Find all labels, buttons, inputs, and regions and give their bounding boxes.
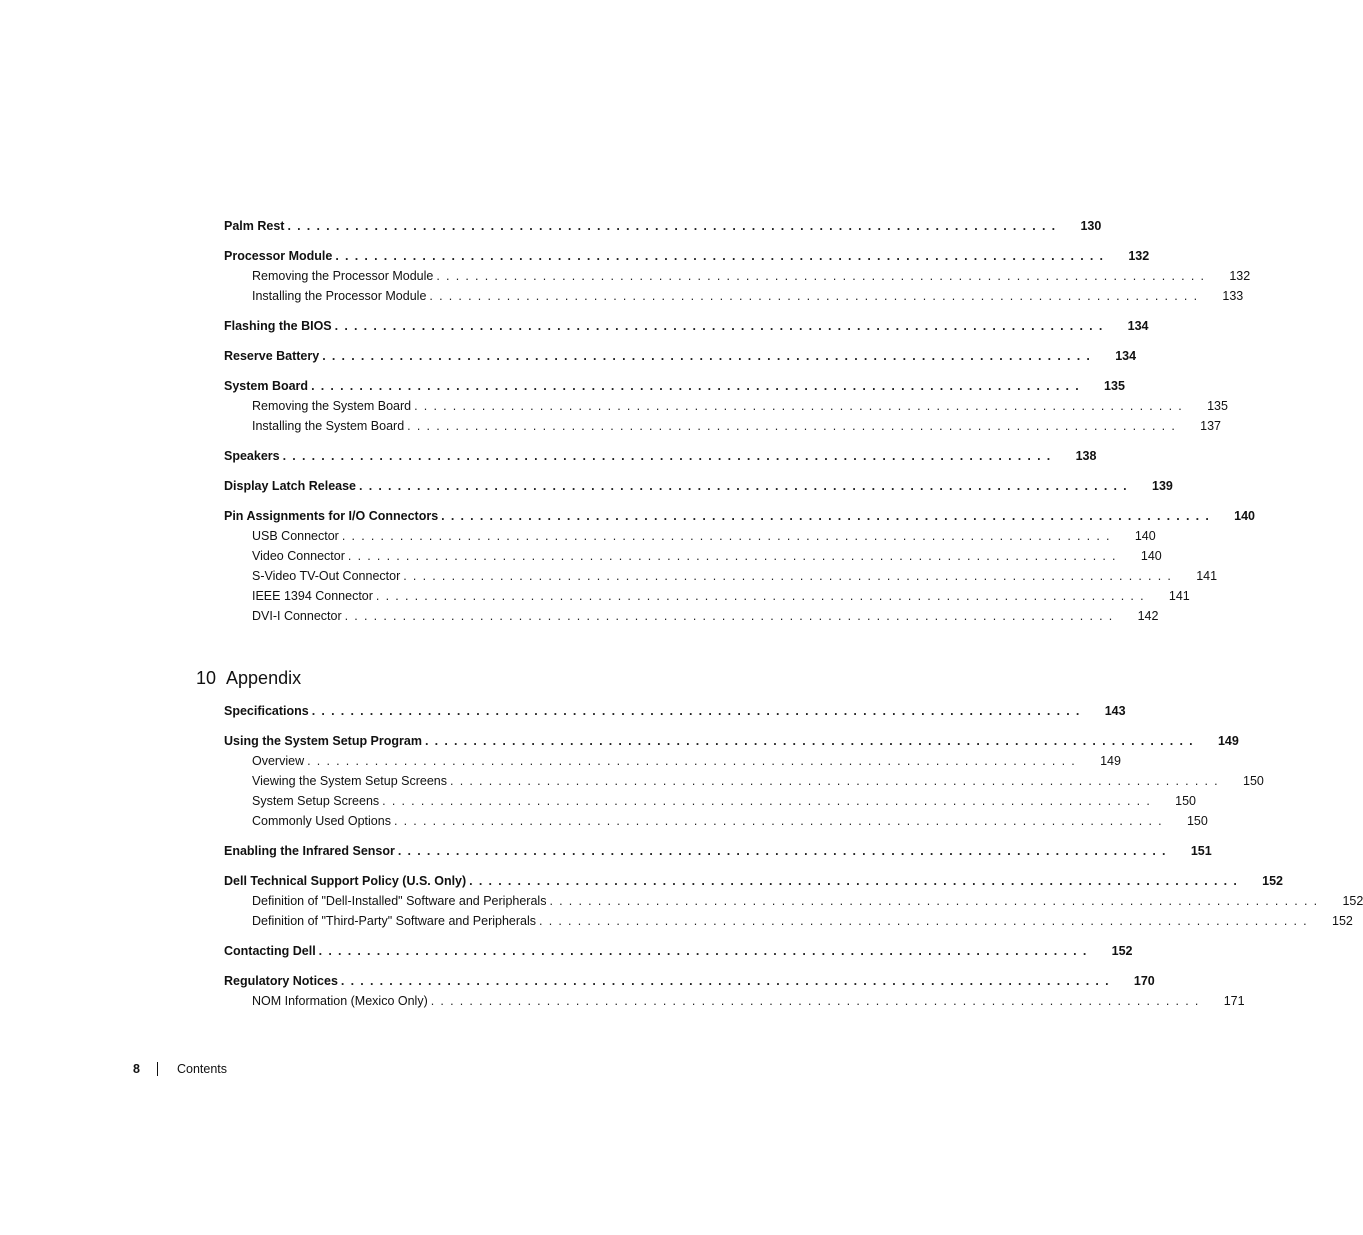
toc-entry-page: 150 [1186,814,1208,828]
toc-subentry [224,399,1228,419]
dot-leader: ................................................................................ [397,844,1172,858]
dot-leader: ................................................................................ [340,974,1115,988]
toc-entry-title: Installing the Processor Module [252,289,429,303]
footer-section: Contents [177,1062,228,1076]
footer-divider [157,1062,158,1076]
toc-entry-page: 152 [1342,894,1363,908]
dot-leader: ................................................................................ [318,944,1093,958]
toc-entry-title: Specifications [224,704,312,718]
toc-entry [224,379,1125,399]
toc-subentry [224,419,1222,439]
dot-leader: ................................................................................ [393,814,1168,828]
dot-leader: ................................................................................ [539,914,1313,928]
toc-entry-page: 140 [1134,529,1156,543]
toc-subentry [224,569,1218,589]
toc-entry [224,509,1255,529]
toc-subentry [224,609,1159,629]
dot-leader: ................................................................................ [430,994,1205,1008]
toc-entry [224,974,1155,994]
chapter-title: Appendix [226,668,302,688]
toc-entry-title: Enabling the Infrared Sensor [224,844,398,858]
dot-leader: ................................................................................ [334,319,1109,333]
toc-entry-title: Reserve Battery [224,349,322,363]
dot-leader: ................................................................................ [436,269,1211,283]
toc-entry-page: 138 [1075,449,1097,463]
dot-leader: ................................................................................ [282,449,1057,463]
toc-subentry [224,894,1363,914]
toc-entry-title: Installing the System Board [252,419,407,433]
toc-entry-title: Video Connector [252,549,348,563]
dot-leader: ................................................................................ [403,569,1178,583]
toc-entry-title: Regulatory Notices [224,974,341,988]
toc-entry-page: 152 [1262,874,1284,888]
toc-entry-page: 135 [1207,399,1228,413]
toc-entry-title: Using the System Setup Program [224,734,425,748]
toc-subentry [224,529,1156,549]
toc-entry-page: 152 [1332,914,1353,928]
toc-entry-title: Processor Module [224,249,335,263]
dot-leader: ................................................................................ [407,419,1182,433]
toc-entry-title: Removing the Processor Module [252,269,436,283]
dot-leader: ................................................................................ [441,509,1215,523]
toc-entry-title: DVI-I Connector [252,609,345,623]
toc-entry-title: Contacting Dell [224,944,319,958]
toc-entry-title: Dell Technical Support Policy (U.S. Only) [224,874,469,888]
toc-entry-title: Pin Assignments for I/O Connectors [224,509,441,523]
toc-entry-title: Removing the System Board [252,399,414,413]
toc-entry-page: 151 [1190,844,1212,858]
dot-leader: ................................................................................ [429,289,1204,303]
dot-leader: ................................................................................ [322,349,1097,363]
dot-leader: ................................................................................ [344,609,1119,623]
toc-entry-page: 137 [1200,419,1222,433]
toc-entry-title: Speakers [224,449,283,463]
toc-subentry [224,774,1264,794]
toc-entry-title: Viewing the System Setup Screens [252,774,450,788]
toc-entry [224,349,1137,369]
toc-subentry [224,549,1162,569]
toc-entry [224,844,1212,864]
toc-subentry [224,754,1121,774]
toc-entry-title: Definition of "Dell-Installed" Software and Peripherals [252,894,549,908]
dot-leader: ................................................................................ [414,399,1188,413]
toc-entry [224,704,1126,724]
toc-entry-page: 133 [1222,289,1244,303]
toc-subentry [224,289,1244,309]
dot-leader: ................................................................................ [335,249,1110,263]
dot-leader: ................................................................................ [469,874,1244,888]
toc-entry [224,944,1133,964]
dot-leader: ................................................................................ [287,219,1062,233]
toc-entry-page: 132 [1128,249,1150,263]
toc-entry [224,449,1097,469]
toc-entry [224,319,1149,339]
toc-subentry [224,994,1245,1014]
toc-entry-title: System Board [224,379,311,393]
toc-entry-page: 135 [1104,379,1125,393]
dot-leader: ................................................................................ [359,479,1133,493]
toc-subentry [224,269,1251,289]
toc-entry [224,249,1150,269]
page-number: 8 [133,1062,140,1076]
toc-list-part2 [224,704,1363,1014]
dot-leader: ................................................................................ [307,754,1081,768]
toc-entry-title: Flashing the BIOS [224,319,335,333]
toc-entry-title: NOM Information (Mexico Only) [252,994,431,1008]
dot-leader: ................................................................................ [382,794,1156,808]
dot-leader: ................................................................................ [311,379,1085,393]
toc-entry-page: 150 [1243,774,1264,788]
toc-entry-page: 134 [1127,319,1149,333]
toc-entry-page: 140 [1140,549,1162,563]
toc-entry-page: 143 [1104,704,1126,718]
toc-entry-page: 150 [1175,794,1196,808]
toc-entry-page: 139 [1152,479,1173,493]
dot-leader: ................................................................................ [450,774,1224,788]
toc-subentry [224,589,1190,609]
toc-entry-title: S-Video TV-Out Connector [252,569,403,583]
chapter-number: 10 [196,668,217,688]
toc-entry-title: Palm Rest [224,219,287,233]
toc-list-part1 [224,219,1255,629]
toc-entry-page: 134 [1115,349,1137,363]
toc-entry-page: 132 [1229,269,1251,283]
toc-entry-title: Definition of "Third-Party" Software and Peripherals [252,914,539,928]
toc-entry-page: 141 [1168,589,1190,603]
toc-entry-page: 171 [1223,994,1245,1008]
dot-leader: ................................................................................ [347,549,1122,563]
toc-subentry [224,914,1353,934]
toc-entry-title: Overview [252,754,307,768]
toc-entry-title: IEEE 1394 Connector [252,589,376,603]
toc-entry-page: 141 [1196,569,1218,583]
toc-entry-page: 152 [1111,944,1133,958]
toc-entry-title: Commonly Used Options [252,814,394,828]
toc-subentry [224,794,1196,814]
dot-leader: ................................................................................ [341,529,1116,543]
dot-leader: ................................................................................ [375,589,1150,603]
toc-entry-page: 140 [1234,509,1255,523]
toc-entry-title: USB Connector [252,529,342,543]
dot-leader: ................................................................................ [311,704,1086,718]
page-footer [133,1062,227,1076]
toc-entry-page: 149 [1100,754,1121,768]
toc-entry-page: 170 [1133,974,1155,988]
toc-entry-page: 142 [1137,609,1159,623]
dot-leader: ................................................................................ [424,734,1199,748]
toc-entry-title: System Setup Screens [252,794,382,808]
chapter-heading [196,668,301,689]
toc-entry [224,874,1284,894]
toc-entry [224,734,1239,754]
toc-entry-page: 130 [1080,219,1102,233]
toc-entry [224,479,1173,499]
dot-leader: ................................................................................ [549,894,1324,908]
toc-entry-page: 149 [1217,734,1239,748]
toc-subentry [224,814,1208,834]
toc-entry [224,219,1102,239]
toc-entry-title: Display Latch Release [224,479,359,493]
